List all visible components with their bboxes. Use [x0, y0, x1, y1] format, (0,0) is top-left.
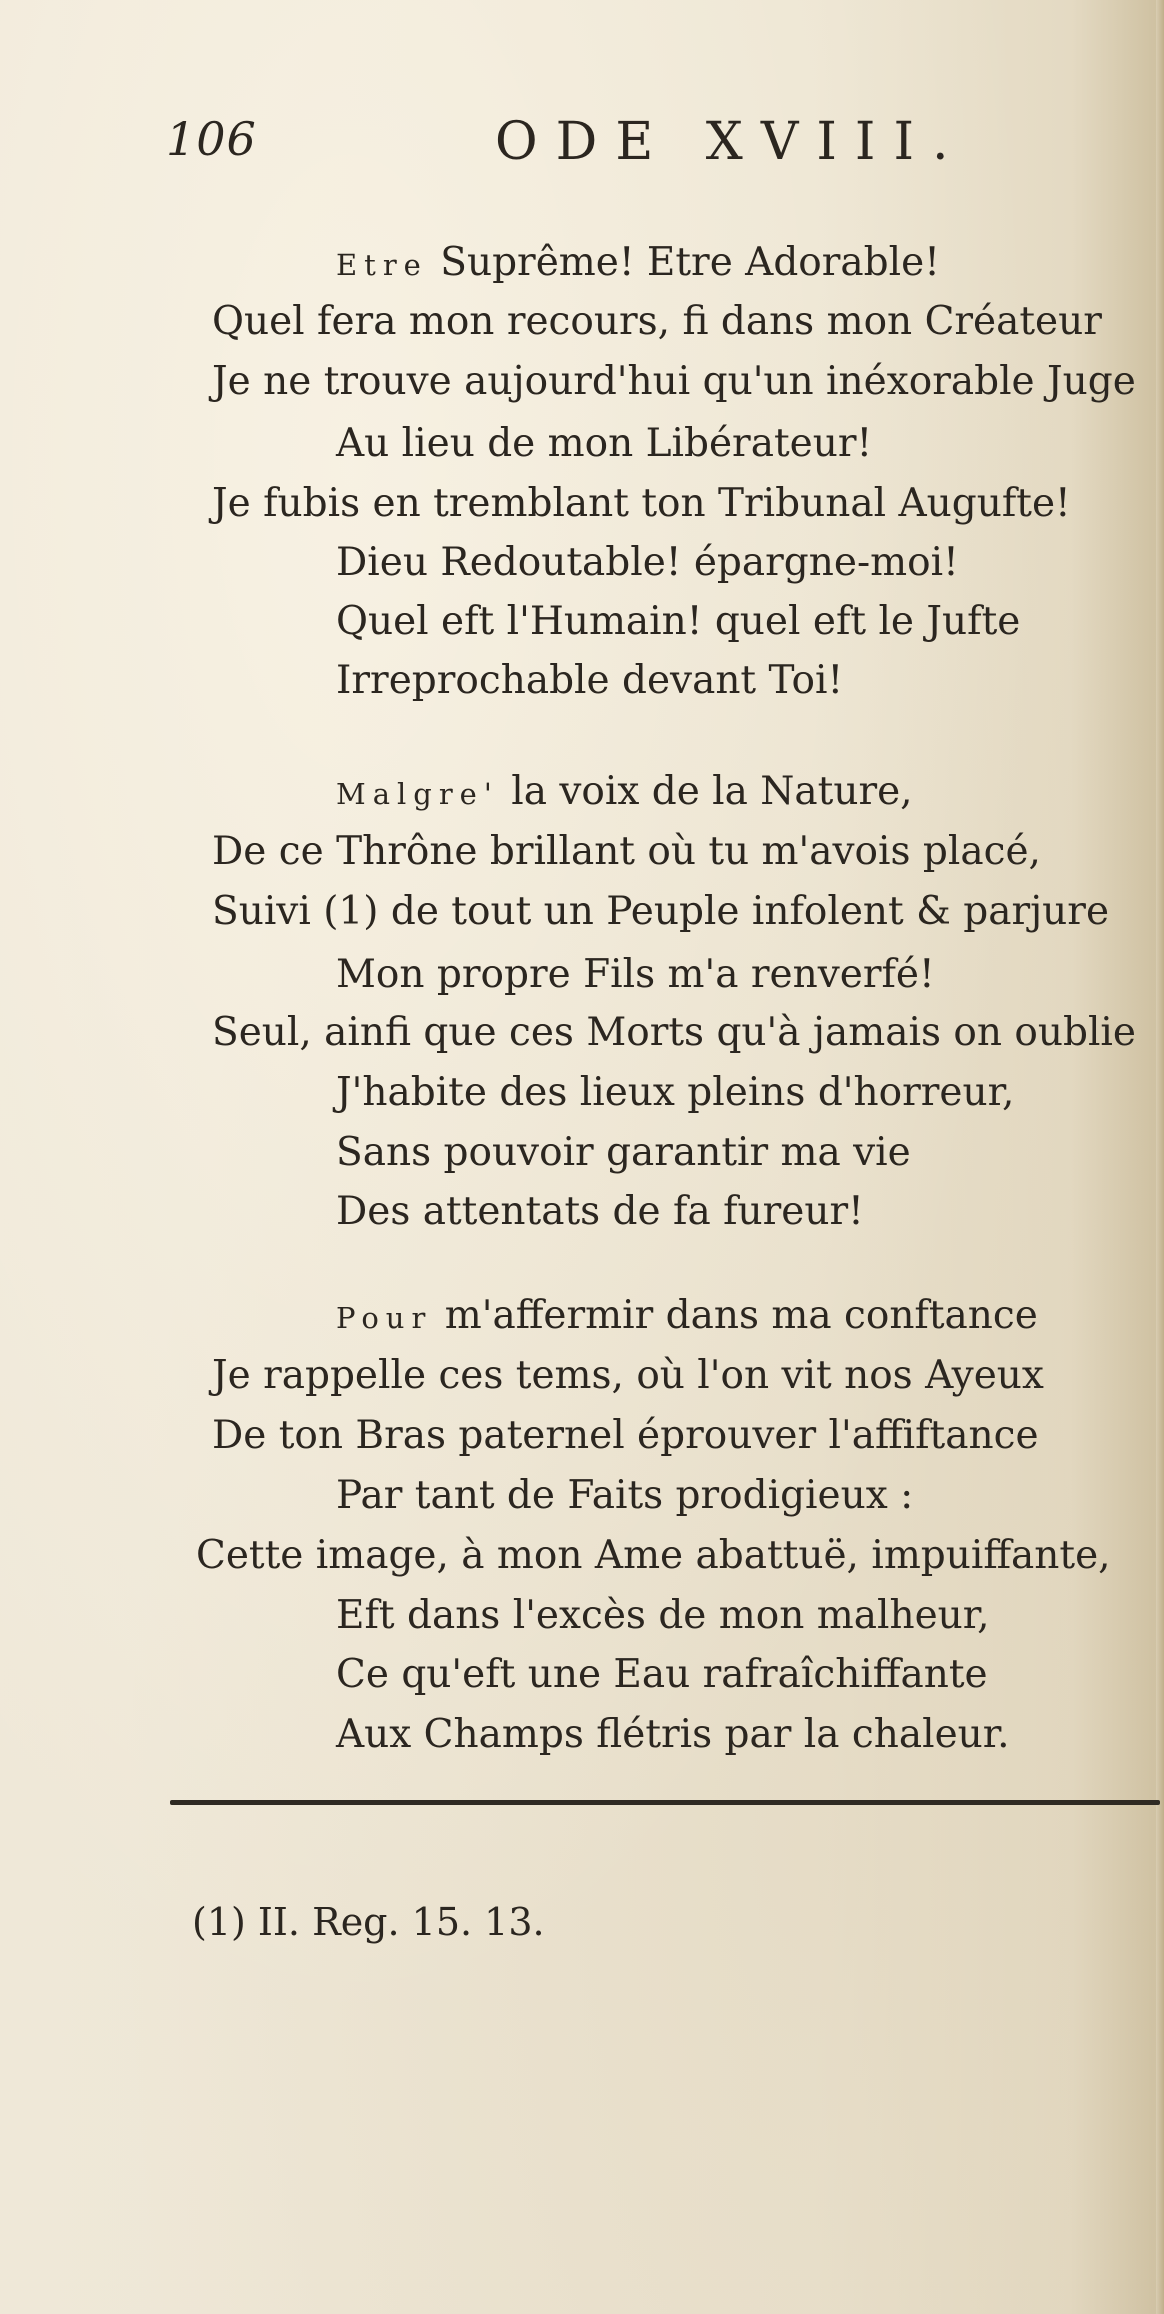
verse-line: Quel fera mon recours, fi dans mon Créateur [212, 299, 1102, 344]
verse-line: Je ne trouve aujourd'hui qu'un inéxorable Juge [212, 359, 1136, 404]
verse-line: Par tant de Faits prodigieux : [336, 1473, 914, 1518]
verse-line: J'habite des lieux pleins d'horreur, [336, 1070, 1015, 1115]
verse-line: Pour m'affermir dans ma conftance [336, 1293, 1038, 1338]
verse-line: Quel eft l'Humain! quel eft le Jufte [336, 599, 1021, 644]
verse-line: Au lieu de mon Libérateur! [336, 421, 873, 466]
verse-line: Cette image, à mon Ame abattuë, impuiffante, [196, 1533, 1111, 1578]
verse-line: Malgre' la voix de la Nature, [336, 769, 913, 814]
footnote: (1) II. Reg. 15. 13. [192, 1900, 545, 1944]
verse-line: De ce Thrône brillant où tu m'avois placé, [212, 829, 1041, 874]
verse-line: Irreprochable devant Toi! [336, 658, 844, 703]
verse-line: Mon propre Fils m'a renverfé! [336, 952, 935, 997]
verse-line: Je fubis en tremblant ton Tribunal Augufte! [212, 481, 1071, 526]
page-edge [1156, 0, 1164, 2314]
verse-line: Sans pouvoir garantir ma vie [336, 1130, 911, 1175]
page-number: 106 [166, 112, 257, 166]
running-header [160, 112, 1060, 172]
verse-line: Je rappelle ces tems, où l'on vit nos Ayeux [212, 1353, 1044, 1398]
verse-line: Suivi (1) de tout un Peuple infolent & parjure [212, 889, 1110, 934]
verse-line: Des attentats de fa fureur! [336, 1189, 864, 1234]
verse-line: Etre Suprême! Etre Adorable! [336, 240, 940, 285]
footnote-rule [170, 1800, 1160, 1805]
verse-line: Ce qu'eft une Eau rafraîchiffante [336, 1652, 988, 1697]
ode-title: ODE XVIII. [495, 112, 967, 172]
verse-line: Seul, ainfi que ces Morts qu'à jamais on oublie [212, 1010, 1136, 1055]
verse-line: De ton Bras paternel éprouver l'affiftance [212, 1413, 1039, 1458]
verse-line: Dieu Redoutable! épargne-moi! [336, 540, 959, 585]
verse-line: Eft dans l'excès de mon malheur, [336, 1593, 990, 1638]
verse-line: Aux Champs flétris par la chaleur. [336, 1712, 1010, 1757]
